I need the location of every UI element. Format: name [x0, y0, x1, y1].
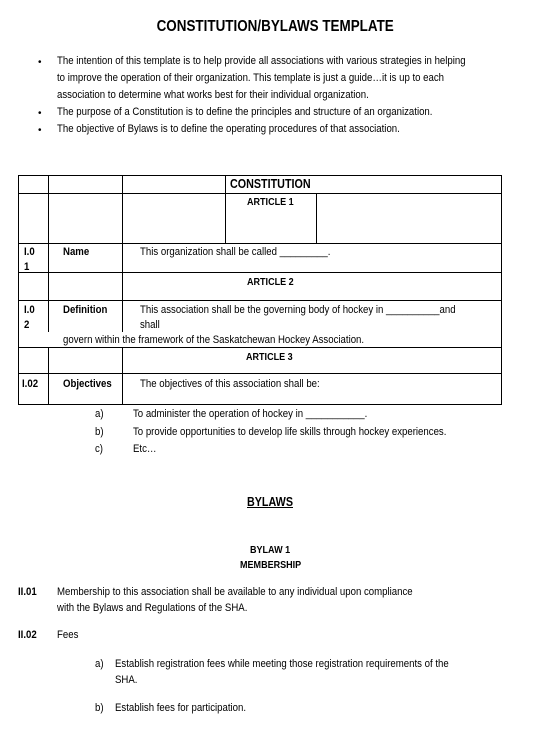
bullet-marker: •: [38, 125, 42, 136]
list-marker: b): [95, 426, 104, 438]
bylaw-number: II.01: [18, 586, 37, 598]
list-marker: a): [95, 658, 104, 670]
bullet-marker: •: [38, 108, 42, 119]
article-3-heading: ARTICLE 3: [246, 351, 293, 363]
list-marker: c): [95, 443, 104, 455]
name-text: This organization shall be called _________.: [140, 246, 331, 258]
document-title: CONSTITUTION/BYLAWS TEMPLATE: [156, 18, 394, 35]
objectives-label: Objectives: [63, 378, 112, 390]
fees-item: Establish fees for participation.: [115, 702, 247, 714]
intro-bullet-1-line-2: to improve the operation of their organization. This template is just a guide…it is up to each: [57, 72, 445, 84]
bullet-marker: •: [38, 57, 42, 68]
article-1-heading: ARTICLE 1: [247, 196, 294, 208]
objective-item: To administer the operation of hockey in ___________.: [133, 408, 368, 420]
list-marker: a): [95, 408, 104, 420]
section-number-cont: 2: [24, 319, 30, 331]
definition-text-line-2: shall: [140, 319, 160, 331]
intro-bullet-2: The purpose of a Constitution is to define the principles and structure of an organization.: [57, 106, 433, 118]
bylaw-number: II.02: [18, 629, 37, 641]
intro-bullet-1-line-1: The intention of this template is to help provide all associations with various strategies in helping: [57, 55, 466, 67]
objectives-text: The objectives of this association shall be:: [140, 378, 320, 390]
name-label: Name: [63, 246, 90, 258]
section-number-cont: 1: [24, 261, 30, 273]
intro-bullet-3: The objective of Bylaws is to define the operating procedures of that association.: [57, 123, 400, 135]
membership-text-line-2: with the Bylaws and Regulations of the SHA.: [57, 602, 248, 614]
fees-item-line-1: Establish registration fees while meeting those registration requirements of the: [115, 658, 449, 670]
fees-item-line-2: SHA.: [115, 674, 138, 686]
section-number: I.0: [24, 304, 35, 316]
fees-text: Fees: [57, 629, 79, 641]
definition-label: Definition: [63, 304, 108, 316]
intro-bullet-1-line-3: association to determine what works best for their individual organization.: [57, 89, 369, 101]
section-number: I.02: [22, 378, 39, 390]
definition-text-line-1: This association shall be the governing body of hockey in __________and: [140, 304, 456, 316]
bylaw-1-heading: BYLAW 1: [250, 544, 291, 556]
article-2-heading: ARTICLE 2: [247, 276, 294, 288]
membership-heading: MEMBERSHIP: [240, 559, 302, 571]
membership-text-line-1: Membership to this association shall be available to any individual upon compliance: [57, 586, 413, 598]
objective-item: Etc…: [133, 443, 157, 455]
definition-continuation: govern within the framework of the Saskatchewan Hockey Association.: [63, 334, 365, 346]
list-marker: b): [95, 702, 104, 714]
objective-item: To provide opportunities to develop life skills through hockey experiences.: [133, 426, 447, 438]
section-number: I.0: [24, 246, 35, 258]
constitution-heading: CONSTITUTION: [230, 177, 311, 191]
bylaws-heading: BYLAWS: [247, 495, 293, 509]
